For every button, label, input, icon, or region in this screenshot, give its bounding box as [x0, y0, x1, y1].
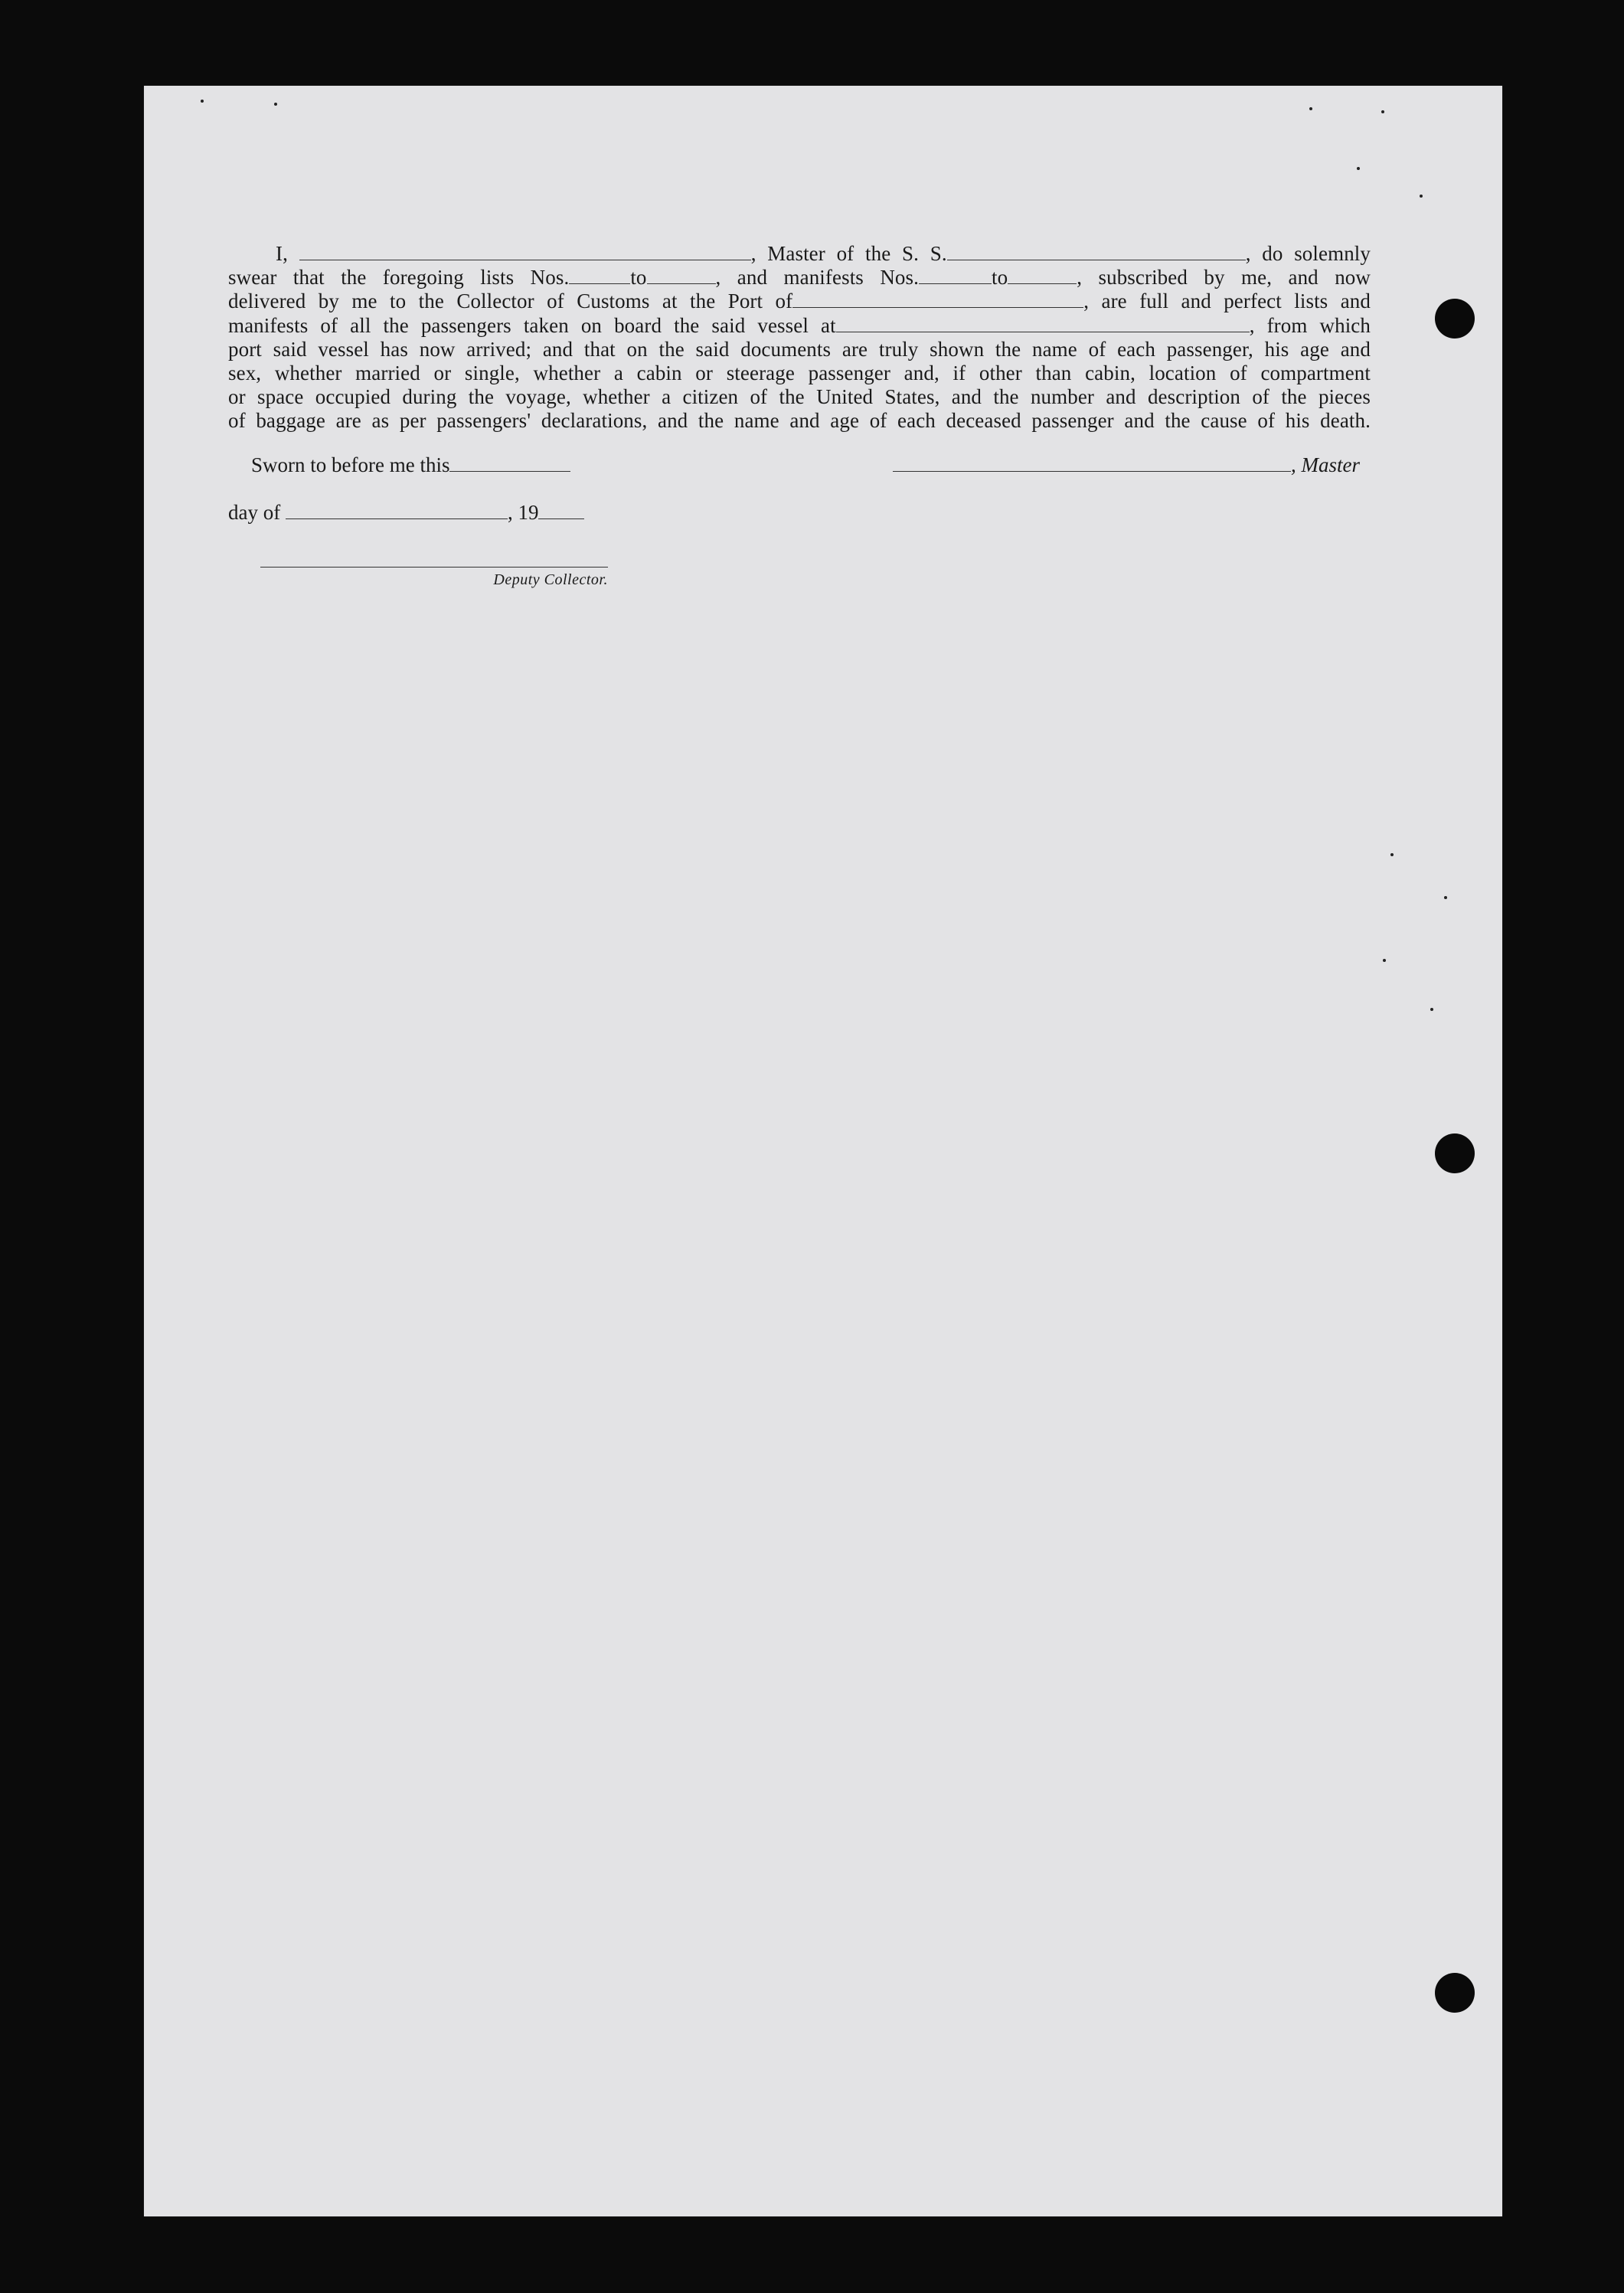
scan-speck [1444, 896, 1447, 899]
oath-text: delivered by me to the Collector of Customs at the Port of [228, 289, 793, 313]
oath-line-7: or space occupied during the voyage, whether a citizen of the United States, and the number and description of the pieces [228, 385, 1371, 409]
scan-speck [1430, 1008, 1433, 1011]
manifests-to-field[interactable] [1008, 267, 1077, 284]
punch-hole-bottom [1435, 1973, 1475, 2013]
scan-speck [1390, 853, 1394, 856]
oath-text: , and manifests Nos. [715, 266, 919, 289]
sworn-line [251, 453, 570, 477]
deputy-signature-field[interactable] [260, 567, 608, 568]
oath-text: , subscribed by me, and now [1077, 266, 1371, 289]
punch-hole-top [1435, 299, 1475, 339]
day-of-line [228, 501, 584, 525]
year-field[interactable] [538, 502, 584, 519]
oath-line-5: port said vessel has now arrived; and that on the said documents are truly shown the name of each passenger, his age and [228, 337, 1371, 361]
oath-text: I, [276, 242, 288, 265]
oath-text: manifests of all the passengers taken on board the said vessel at [228, 313, 836, 337]
oath-line-4 [228, 314, 1371, 338]
year-label: , 19 [507, 501, 539, 524]
manifests-from-field[interactable] [919, 267, 992, 284]
oath-text: swear that the foregoing lists Nos. [228, 266, 570, 289]
oath-line-8: of baggage are as per passengers' declarations, and the name and age of each deceased passenger and the cause of his death. [228, 409, 1371, 433]
master-signature-line [893, 453, 1360, 477]
day-of-label: day of [228, 501, 281, 524]
scan-speck [201, 100, 204, 103]
departure-port-field[interactable] [836, 315, 1250, 332]
oath-line-2 [228, 266, 1371, 289]
master-label-text: , Master [1291, 453, 1360, 476]
lists-from-field[interactable] [569, 267, 630, 284]
master-signature-field[interactable] [893, 454, 1291, 472]
punch-hole-middle [1435, 1133, 1475, 1173]
scan-speck [1381, 110, 1384, 113]
oath-line-3 [228, 289, 1371, 313]
sworn-label: Sworn to before me this [251, 453, 450, 476]
master-name-field[interactable] [299, 243, 751, 260]
lists-to-field[interactable] [647, 267, 716, 284]
sworn-day-field[interactable] [449, 454, 570, 472]
oath-text: to [992, 266, 1008, 289]
scan-speck [1383, 959, 1386, 962]
master-label [1291, 453, 1360, 476]
oath-text: , Master of the S. S. [750, 242, 947, 265]
oath-line-1 [228, 242, 1371, 266]
oath-text: to [630, 266, 647, 289]
oath-text: , are full and perfect lists and [1083, 289, 1371, 313]
oath-text: , from which [1249, 313, 1371, 337]
oath-text: , do solemnly [1245, 242, 1371, 265]
oath-paragraph [228, 242, 1371, 433]
scan-speck [1420, 195, 1423, 198]
deputy-collector-label: Deputy Collector. [493, 571, 608, 588]
scan-speck [1309, 107, 1312, 110]
month-field[interactable] [286, 502, 508, 519]
scan-speck [1357, 167, 1360, 170]
ship-name-field[interactable] [947, 243, 1246, 260]
oath-line-6: sex, whether married or single, whether a cabin or steerage passenger and, if other than cabin, location of compartment [228, 361, 1371, 385]
port-field[interactable] [792, 290, 1083, 308]
scan-speck [274, 103, 277, 106]
